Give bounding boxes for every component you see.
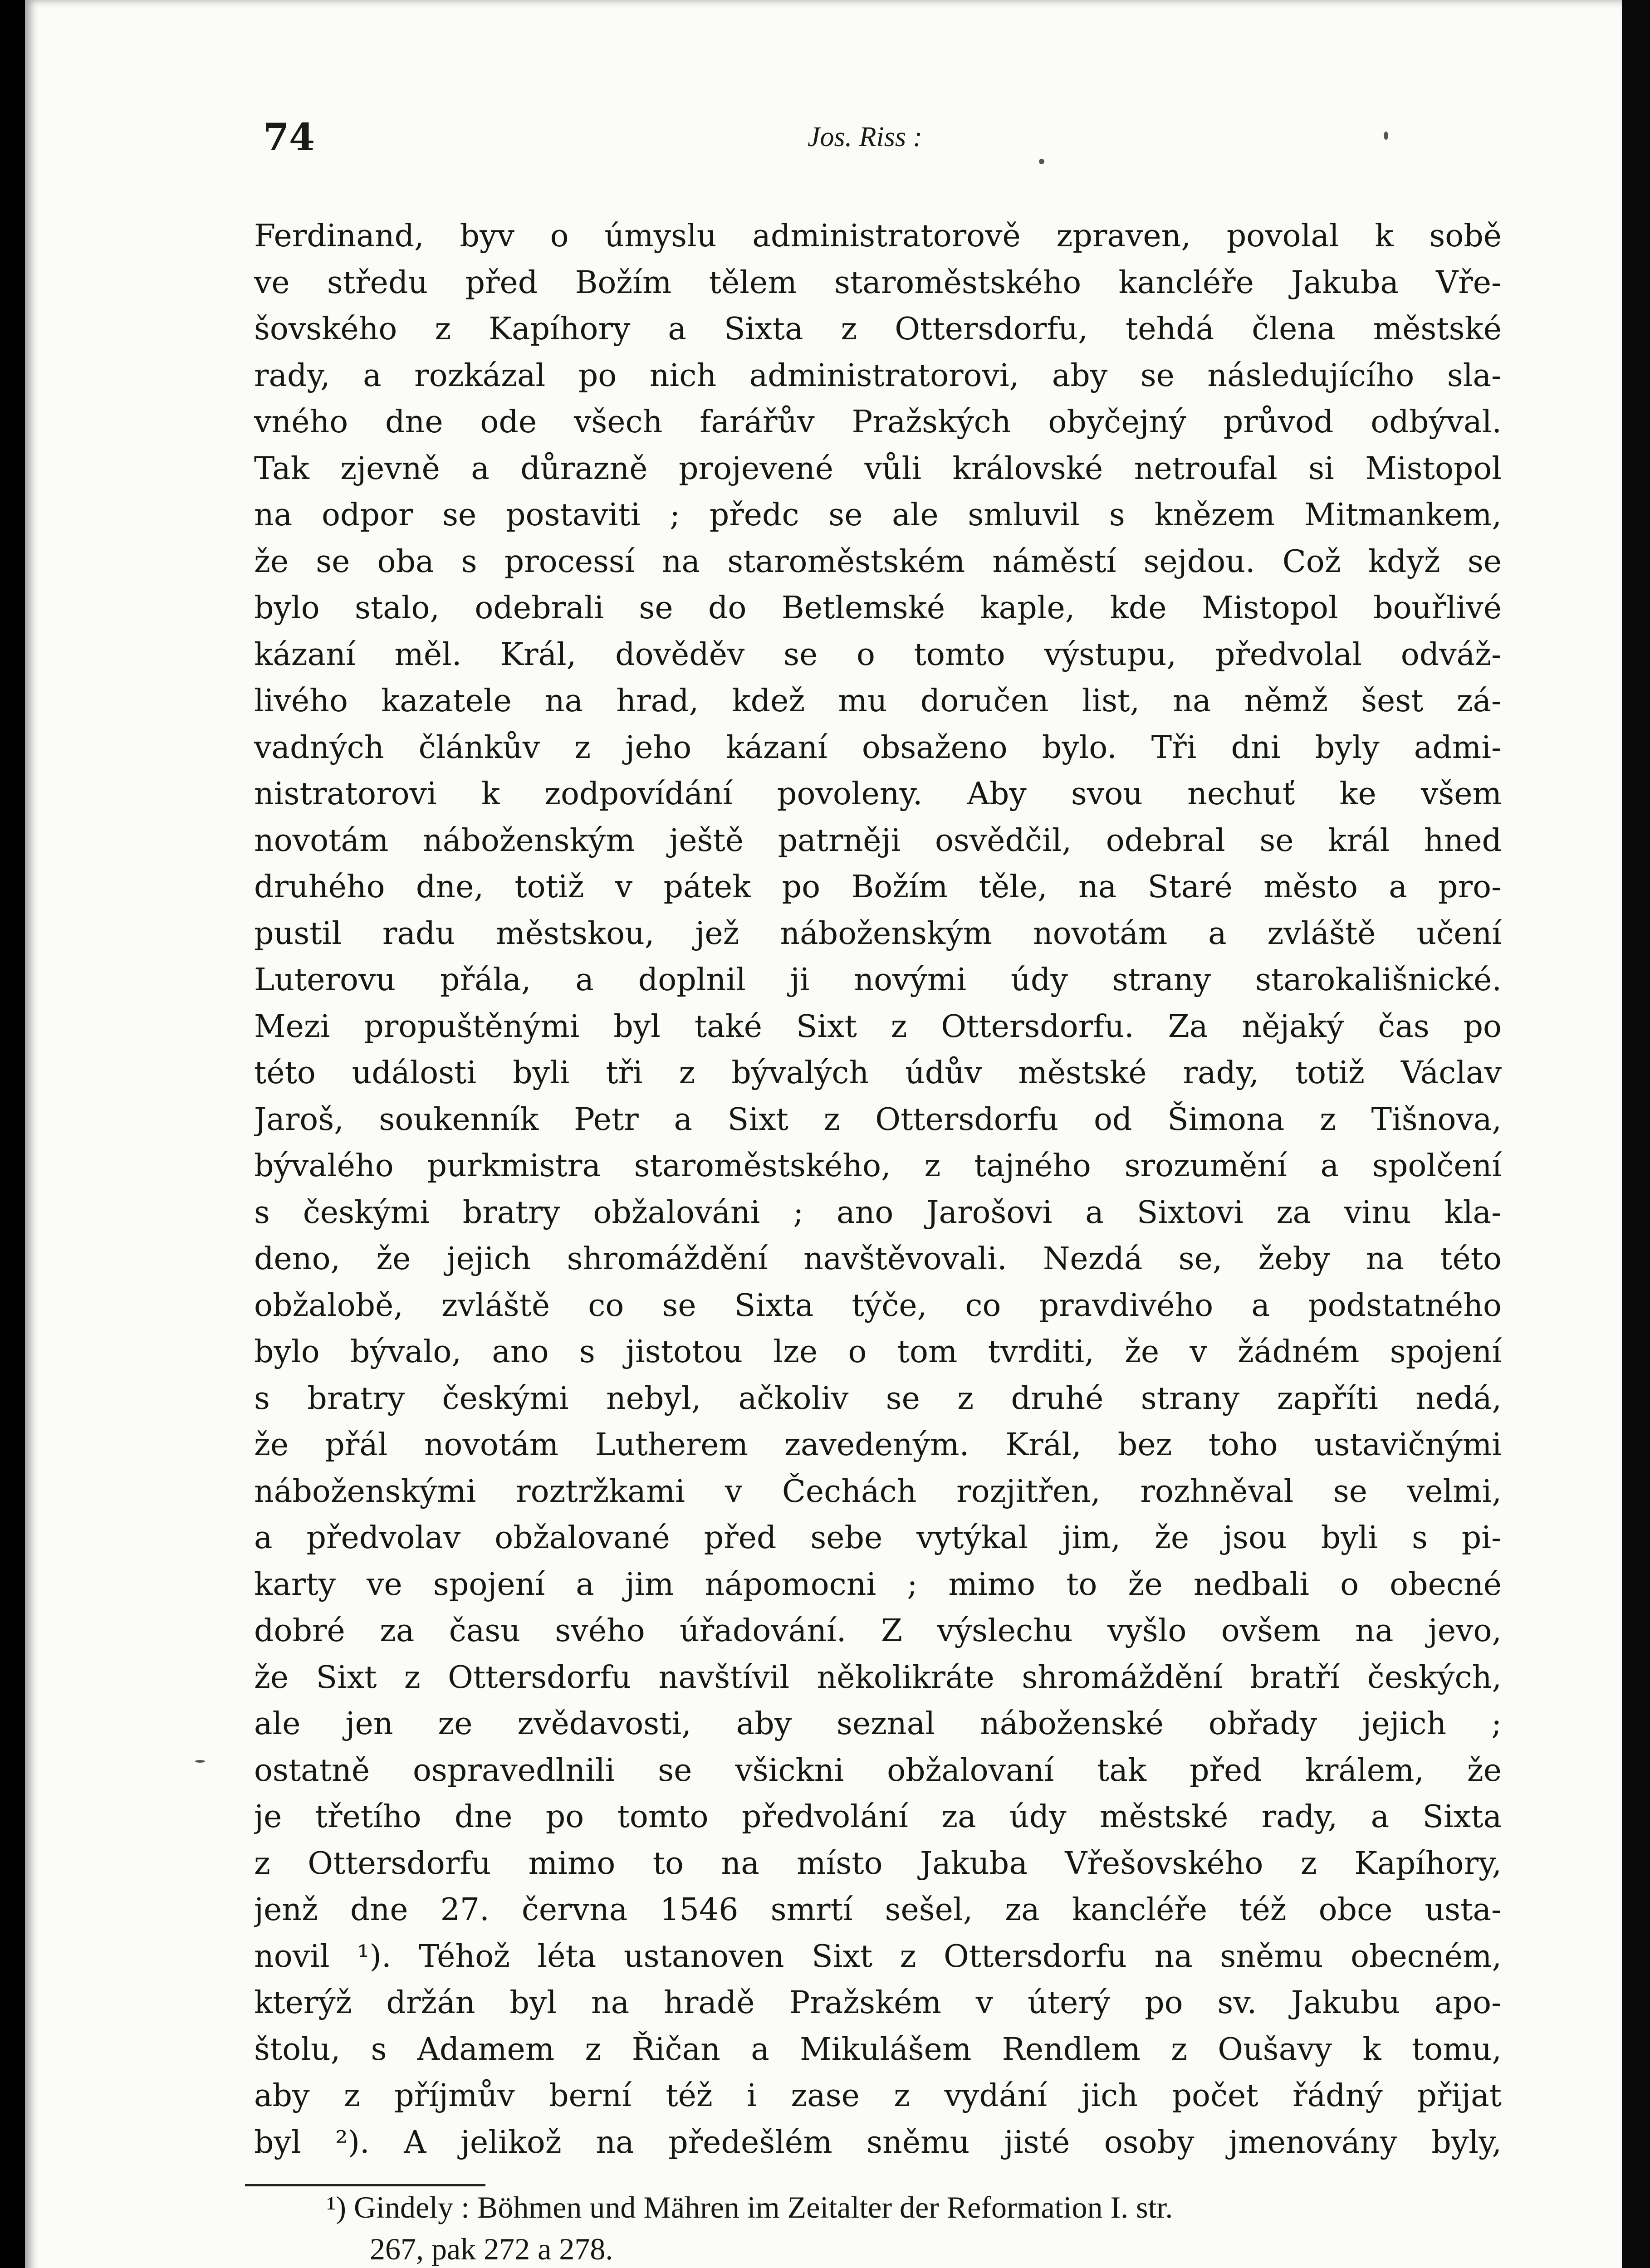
- body-line: a předvolav obžalované před sebe vytýkal jim, že jsou byli s pi-: [254, 1520, 1502, 1556]
- body-line: vného dne ode všech farářův Pražských obyčejný průvod odbýval.: [254, 404, 1502, 440]
- page-number: 74: [263, 116, 315, 159]
- body-line: že se oba s processí na staroměstském náměstí sejdou. Což když se: [254, 543, 1502, 580]
- body-line: kterýž držán byl na hradě Pražském v úterý po sv. Jakubu apo-: [254, 1985, 1502, 2021]
- body-line: bývalého purkmistra staroměstského, z tajného srozumění a spolčení: [254, 1148, 1502, 1184]
- body-line: je třetího dne po tomto předvolání za údy městské rady, a Sixta: [254, 1799, 1502, 1835]
- body-line: ale jen ze zvědavosti, aby seznal náboženské obřady jejich ;: [254, 1706, 1502, 1742]
- body-line: druhého dne, totiž v pátek po Božím těle, na Staré město a pro-: [254, 869, 1502, 905]
- body-line: že Sixt z Ottersdorfu navštívil několikráte shromáždění bratří českých,: [254, 1659, 1502, 1696]
- page-header: [236, 116, 1506, 166]
- body-line: karty ve spojení a jim nápomocni ; mimo to že nedbali o obecné: [254, 1566, 1502, 1603]
- scan-speck: [1384, 132, 1388, 140]
- body-line: bylo stalo, odebrali se do Betlemské kaple, kde Mistopol bouřlivé: [254, 590, 1502, 626]
- body-line: s českými bratry obžalováni ; ano Jarošovi a Sixtovi za vinu kla-: [254, 1194, 1502, 1231]
- body-line: livého kazatele na hrad, kdež mu doručen list, na němž šest zá-: [254, 683, 1502, 719]
- body-line: s bratry českými nebyl, ačkoliv se z druhé strany zapříti nedá,: [254, 1380, 1502, 1417]
- body-line: Mezi propuštěnými byl také Sixt z Ottersdorfu. Za nějaký čas po: [254, 1008, 1502, 1045]
- body-line: Tak zjevně a důrazně projevené vůli královské netroufal si Mistopol: [254, 450, 1502, 487]
- body-text: [254, 213, 1502, 2166]
- body-line: na odpor se postaviti ; předc se ale smluvil s knězem Mitmankem,: [254, 497, 1502, 533]
- running-head: Jos. Riss :: [808, 122, 923, 152]
- body-line: bylo bývalo, ano s jistotou lze o tom tvrditi, že v žádném spojení: [254, 1334, 1502, 1370]
- scan-speck: [1039, 159, 1044, 164]
- body-line: jenž dne 27. června 1546 smrtí sešel, za kancléře též obce usta-: [254, 1892, 1502, 1928]
- body-line: náboženskými roztržkami v Čechách rozjitřen, rozhněval se velmi,: [254, 1473, 1502, 1510]
- body-line: deno, že jejich shromáždění navštěvovali. Nezdá se, žeby na této: [254, 1241, 1502, 1277]
- body-line: štolu, s Adamem z Řičan a Mikulášem Rendlem z Oušavy k tomu,: [254, 2031, 1502, 2068]
- body-line: ostatně ospravedlnili se všickni obžalovaní tak před králem, že: [254, 1752, 1502, 1789]
- body-line: že přál novotám Lutherem zavedeným. Král, bez toho ustavičnými: [254, 1427, 1502, 1463]
- body-line: této události byli tři z bývalých údův městské rady, totiž Václav: [254, 1055, 1502, 1091]
- body-line: byl ²). A jelikož na předešlém sněmu jisté osoby jmenovány byly,: [254, 2124, 1502, 2160]
- body-line: Luterovu přála, a doplnil ji novými údy strany starokališnické.: [254, 962, 1502, 998]
- body-line: pustil radu městskou, jež náboženským novotám a zvláště učení: [254, 915, 1502, 952]
- body-line: aby z příjmův berní též i zase z vydání jich počet řádný přijat: [254, 2078, 1502, 2114]
- body-line: z Ottersdorfu mimo to na místo Jakuba Vřešovského z Kapíhory,: [254, 1845, 1502, 1882]
- body-line: obžalobě, zvláště co se Sixta týče, co pravdivého a podstatného: [254, 1287, 1502, 1324]
- body-line: Jaroš, soukenník Petr a Sixt z Ottersdorfu od Šimona z Tišnova,: [254, 1101, 1502, 1138]
- body-line: kázaní měl. Král, dověděv se o tomto výstupu, předvolal odváž-: [254, 636, 1502, 673]
- footnotes: [327, 2186, 1497, 2268]
- body-line: šovského z Kapíhory a Sixta z Ottersdorfu, tehdá člena městské: [254, 311, 1502, 347]
- footnote-line: ¹) Gindely : Böhmen und Mähren im Zeitalter der Reformation I. str.: [327, 2190, 1173, 2224]
- body-line: rady, a rozkázal po nich administratorovi, aby se následujícího sla-: [254, 357, 1502, 394]
- body-line: novil ¹). Téhož léta ustanoven Sixt z Ottersdorfu na sněmu obecném,: [254, 1938, 1502, 1975]
- body-line: novotám náboženským ještě patrněji osvědčil, odebral se král hned: [254, 822, 1502, 859]
- scan-border: [1622, 0, 1650, 2268]
- body-line: Ferdinand, byv o úmyslu administratorově zpraven, povolal k sobě: [254, 218, 1502, 254]
- body-line: vadných článkův z jeho kázaní obsaženo bylo. Tři dni byly admi-: [254, 729, 1502, 766]
- footnote-line: 267, pak 272 a 278.: [370, 2232, 613, 2266]
- body-line: ve středu před Božím tělem staroměstského kancléře Jakuba Vře-: [254, 264, 1502, 301]
- body-line: nistratorovi k zodpovídání povoleny. Aby svou nechuť ke všem: [254, 776, 1502, 812]
- body-line: dobré za času svého úřadování. Z výslechu vyšlo ovšem na jevo,: [254, 1613, 1502, 1649]
- scan-speck: [195, 1760, 205, 1763]
